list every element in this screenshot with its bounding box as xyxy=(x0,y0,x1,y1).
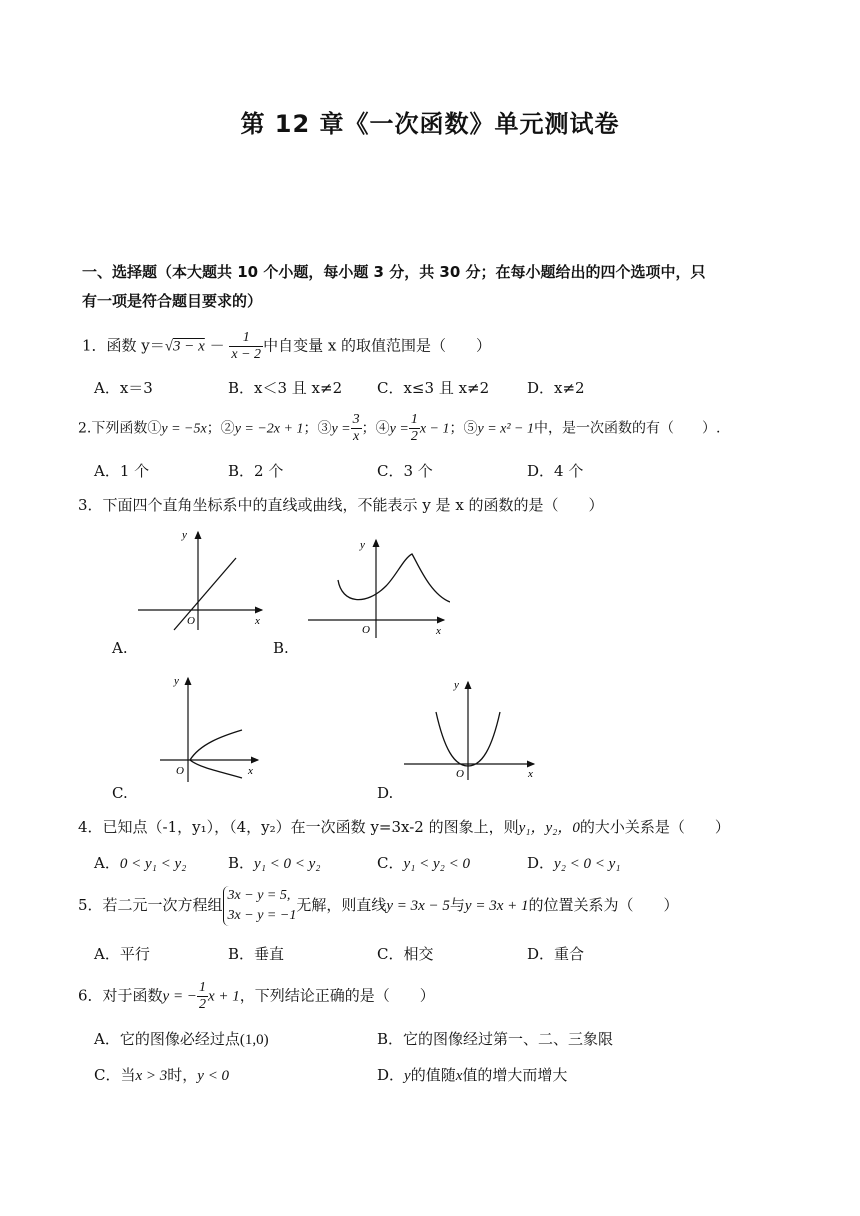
q6-option-a-point: (1,0) xyxy=(239,1032,269,1048)
q6-option-c-cond: x > 3 xyxy=(135,1068,168,1084)
q6-frac-den: 2 xyxy=(198,997,206,1012)
graph-c xyxy=(160,672,264,782)
q4-option-b-expr: y₁ < 0 < y₂ xyxy=(254,856,321,872)
q1-option-c: C．x≤3 且 x≠2 xyxy=(377,379,490,397)
graph-b xyxy=(308,536,450,638)
q2-prefix: 2.下列函数① xyxy=(78,420,162,437)
graph-a-origin: O xyxy=(187,615,195,627)
q6-option-c-result: y < 0 xyxy=(197,1068,230,1084)
graph-d-x-label: x xyxy=(528,768,533,780)
section-heading-line2: 有一项是符合题目要求的） xyxy=(82,292,263,310)
q6-option-d xyxy=(377,1064,567,1085)
q5-option-d: D．重合 xyxy=(527,945,585,963)
q6-option-d-suffix: 值的增大而增大 xyxy=(462,1066,568,1084)
graph-b-x-label: x xyxy=(436,625,441,637)
q6-option-c-mid: 时， xyxy=(167,1066,198,1084)
q6-option-d-mid: 的值随 xyxy=(410,1066,456,1084)
graph-a-line xyxy=(174,558,236,630)
graph-b-curve xyxy=(338,554,450,602)
q2-option-a: A．1 个 xyxy=(94,462,150,480)
q2-sep5: ；⑤ xyxy=(449,420,478,437)
q2-f1: y = −5x xyxy=(161,421,207,437)
q4-option-b-label: B． xyxy=(228,854,255,872)
question-2 xyxy=(78,412,720,446)
question-6 xyxy=(78,980,435,1013)
q1-frac-den: x − 2 xyxy=(231,347,262,362)
q6-option-c-text: C．当 xyxy=(94,1066,136,1084)
q2-f3-frac xyxy=(351,412,362,445)
graph-a-x-label: x xyxy=(255,615,260,627)
graph-d-y-label: y xyxy=(454,679,459,691)
q4-vars: y₁，y₂，0 xyxy=(518,820,580,836)
sqrt-sign: √ xyxy=(164,338,174,355)
q2-f4-num: 1 xyxy=(410,412,418,427)
q6-option-d-label: D． xyxy=(377,1066,405,1084)
graph-c-x-label: x xyxy=(248,765,253,777)
q1-prefix: 1．函数 y＝ xyxy=(82,336,165,355)
graph-a-y-label: y xyxy=(182,529,187,541)
graph-b-y-label: y xyxy=(360,539,365,551)
q4-text-a: 4．已知点（-1，y₁），（4，y₂）在一次函数 y=3x-2 的图象上，则 xyxy=(78,818,519,836)
q2-option-b: B．2 个 xyxy=(228,462,284,480)
q5-equation-system xyxy=(223,886,297,926)
q4-option-c-label: C． xyxy=(377,854,404,872)
graph-a xyxy=(138,526,268,632)
q4-option-c-expr: y₁ < y₂ < 0 xyxy=(403,856,470,872)
q6-option-d-y: y xyxy=(404,1068,411,1084)
q6-option-a-text: A．它的图像必经过点 xyxy=(94,1030,240,1048)
page-title: 第 12 章《一次函数》单元测试卷 xyxy=(240,110,620,138)
question-4 xyxy=(78,816,730,837)
q1-fraction xyxy=(229,330,263,363)
q4-text-b: 的大小关系是（ ） xyxy=(579,818,730,836)
q2-sep4: ；④ xyxy=(361,420,390,437)
q2-f5: y = x² − 1 xyxy=(477,421,535,437)
q6-option-b: B．它的图像经过第一、二、三象限 xyxy=(377,1030,614,1048)
graph-c-curve xyxy=(190,730,242,778)
q2-f4-den: 2 xyxy=(410,429,418,444)
q5-eq1: 3x − y = 5, xyxy=(227,888,291,903)
q5-option-b: B．垂直 xyxy=(228,945,285,963)
q2-f3-den: x xyxy=(353,429,360,444)
q4-option-b xyxy=(228,852,321,873)
question-5 xyxy=(78,882,679,929)
q6-suffix: ，下列结论正确的是（ ） xyxy=(239,986,435,1005)
q1-sqrt-body: 3 − x xyxy=(173,338,205,355)
q4-option-d-label: D． xyxy=(527,854,555,872)
graph-c-origin: O xyxy=(176,765,184,777)
q1-minus: － xyxy=(209,336,225,355)
q2-f4-lhs: y = xyxy=(389,421,409,437)
q4-option-a-expr: 0 < y₁ < y₂ xyxy=(119,856,187,872)
q2-f4-rhs: x − 1 xyxy=(419,421,450,437)
q4-option-d xyxy=(527,852,621,873)
q2-sep2: ；② xyxy=(206,420,235,437)
graph-c-y-label: y xyxy=(174,675,179,687)
q6-option-c xyxy=(94,1064,229,1085)
q5-line2: y = 3x + 1 xyxy=(464,898,529,914)
q5-option-c: C．相交 xyxy=(377,945,434,963)
q2-f2: y = −2x + 1 xyxy=(234,421,304,437)
q5-suffix: 的位置关系为（ ） xyxy=(528,896,679,914)
graph-b-label: B. xyxy=(273,639,289,657)
q6-f-rhs: x + 1 xyxy=(207,988,240,1005)
q4-option-a xyxy=(94,852,186,873)
q1-option-d: D．x≠2 xyxy=(527,379,585,397)
q2-f3-num: 3 xyxy=(352,412,360,427)
q2-f3-lhs: y = xyxy=(331,421,351,437)
q4-option-c xyxy=(377,852,470,873)
q2-f4-frac xyxy=(409,412,420,445)
q5-mid2: 与 xyxy=(449,896,465,914)
question-1 xyxy=(82,330,491,363)
graph-d-origin: O xyxy=(456,768,464,780)
q4-option-d-expr: y₂ < 0 < y₁ xyxy=(554,856,621,872)
q5-prefix: 5．若二元一次方程组 xyxy=(78,896,223,914)
q5-option-a: A．平行 xyxy=(94,945,150,963)
q6-option-a xyxy=(94,1028,269,1049)
graph-b-origin: O xyxy=(362,624,370,636)
section-heading-line1: 一、选择题（本大题共 10 个小题，每小题 3 分，共 30 分；在每小题给出的四个选项中，只 xyxy=(82,263,706,281)
q2-suffix: 中，是一次函数的有（ ）. xyxy=(534,420,721,437)
graph-a-label: A. xyxy=(112,639,128,657)
q5-line1: y = 3x − 5 xyxy=(386,898,450,914)
q4-option-a-label: A． xyxy=(94,854,120,872)
q1-suffix: 中自变量 x 的取值范围是（ ） xyxy=(263,336,492,355)
q5-eq2: 3x − y = −1 xyxy=(227,908,297,923)
q6-fraction xyxy=(197,980,208,1013)
question-3: 3．下面四个直角坐标系中的直线或曲线，不能表示 y 是 x 的函数的是（ ） xyxy=(78,496,604,514)
q1-frac-num: 1 xyxy=(229,330,263,347)
q2-option-c: C．3 个 xyxy=(377,462,433,480)
q1-option-b: B．x＜3 且 x≠2 xyxy=(228,379,343,397)
q5-mid1: 无解，则直线 xyxy=(296,896,387,914)
q6-option-d-x: x xyxy=(455,1068,463,1084)
q2-option-d: D．4 个 xyxy=(527,462,584,480)
q6-frac-num: 1 xyxy=(198,980,206,995)
q2-sep3: ；③ xyxy=(303,420,332,437)
graph-d xyxy=(404,676,538,780)
q1-option-a: A．x＝3 xyxy=(94,379,153,397)
graph-c-label: C. xyxy=(112,784,128,802)
q6-prefix: 6．对于函数 xyxy=(78,986,163,1005)
graph-d-label: D. xyxy=(377,784,394,802)
q6-f-lhs: y = − xyxy=(162,988,197,1005)
